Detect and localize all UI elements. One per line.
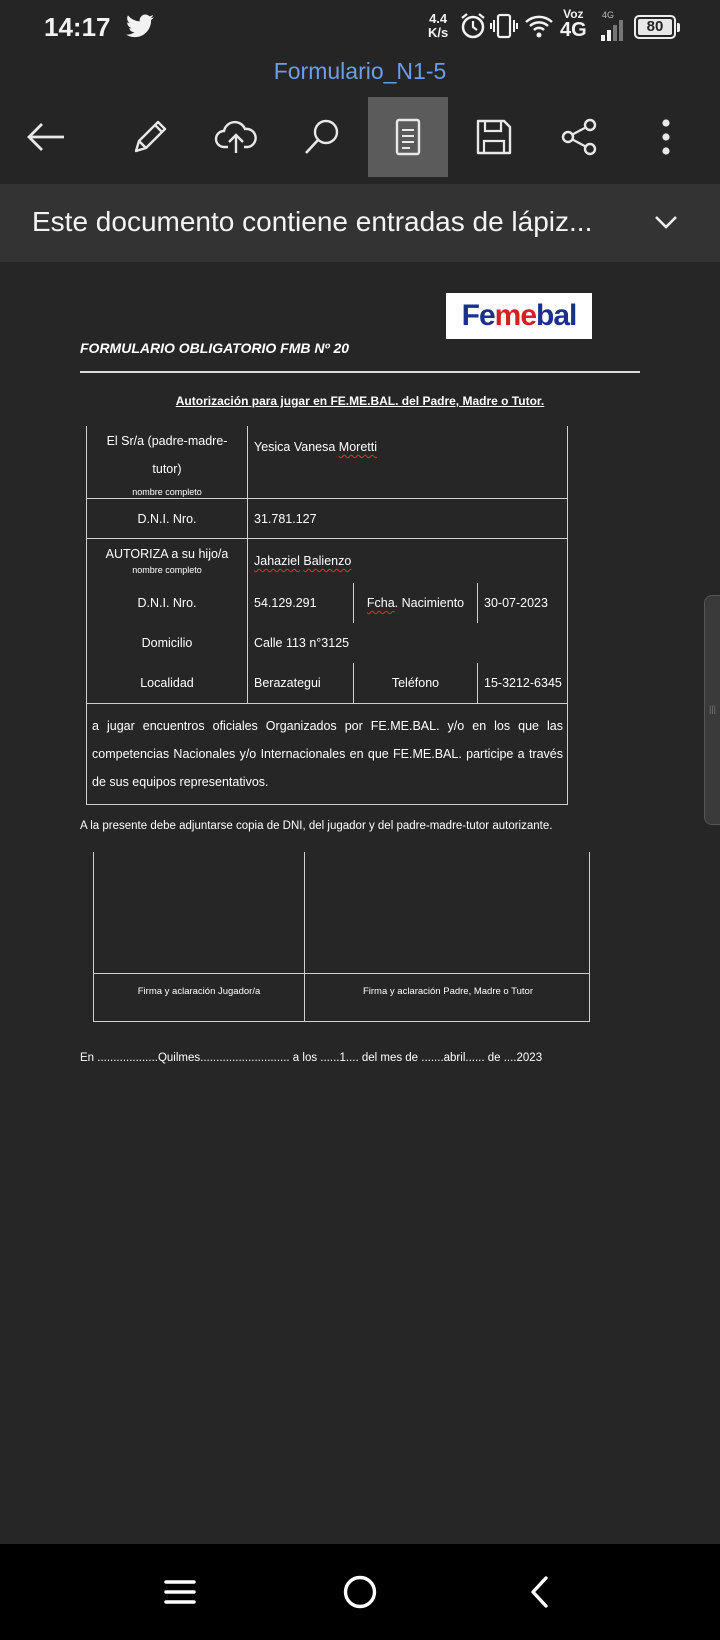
table-row <box>87 583 567 623</box>
reading-mode-button[interactable] <box>368 97 448 177</box>
pencil-entries-banner[interactable] <box>0 184 720 262</box>
dni-label: D.N.I. Nro. <box>87 499 248 538</box>
child-name: Jahaziel Balienzo <box>254 554 352 568</box>
place-date-line: En ...................Quilmes............................ a los ......1.... del mes de .......abril...... de ....2023 <box>80 1052 543 1064</box>
more-options-button[interactable] <box>626 97 706 177</box>
address-value: Calle 113 n°3125 <box>254 636 350 650</box>
parent-name: Yesica Vanesa Moretti <box>254 440 377 454</box>
nav-back-button[interactable] <box>516 1568 564 1616</box>
address-label: Domicilio <box>87 623 248 663</box>
phone-label: Teléfono <box>354 663 478 703</box>
twitter-icon <box>126 14 154 38</box>
table-row <box>87 663 567 703</box>
save-icon <box>474 117 514 157</box>
scroll-handle[interactable]: ||| <box>704 595 720 825</box>
locality-value: Berazategui <box>248 663 354 703</box>
phone-value: 15-3212-6345 <box>484 676 562 690</box>
share-button[interactable] <box>540 97 620 177</box>
edit-button[interactable] <box>110 97 190 177</box>
authorization-table <box>86 426 568 805</box>
table-row <box>87 426 567 498</box>
toolbar <box>0 97 720 179</box>
document-viewer[interactable] <box>0 262 720 1544</box>
home-button[interactable] <box>336 1568 384 1616</box>
alarm-icon <box>460 12 486 40</box>
search-icon <box>302 117 342 157</box>
network-type-small: 4G <box>602 10 615 20</box>
status-bar <box>0 0 720 52</box>
battery-icon: 80 <box>634 15 676 39</box>
menu-icon <box>164 1578 196 1606</box>
child-sublabel: nombre completo <box>132 565 202 575</box>
menu-button[interactable] <box>156 1568 204 1616</box>
network-speed: 4.4 K/s <box>428 11 449 40</box>
child-dni: 54.129.291 <box>248 583 354 623</box>
wifi-icon <box>524 12 554 40</box>
form-subtitle: Autorización para jugar en FE.ME.BAL. del Padre, Madre o Tutor. <box>175 394 545 408</box>
document-title: Formulario_N1-5 <box>273 58 447 84</box>
authorization-paragraph: a jugar encuentros oficiales Organizados por FE.ME.BAL. y/o en los que las competencias Nacionales y/o Internacionales en que FE.ME.BAL. participe a través de sus equipos representativos. <box>87 703 567 805</box>
parent-label: El Sr/a (padre-madre-tutor) <box>106 434 228 476</box>
chevron-down-icon[interactable] <box>652 208 680 236</box>
locality-label: Localidad <box>87 663 248 703</box>
upload-button[interactable] <box>196 97 276 177</box>
table-row <box>87 498 567 538</box>
volte-indicator: Voz 4G <box>560 7 587 41</box>
parent-signature-label: Firma y aclaración Padre, Madre o Tutor <box>362 986 533 997</box>
vibrate-icon <box>490 12 518 40</box>
attachment-note: A la presente debe adjuntarse copia de DNI, del jugador y del padre-madre-tutor autorizante. <box>80 820 553 832</box>
table-row <box>87 538 567 583</box>
cloud-upload-icon <box>214 117 258 157</box>
save-button[interactable] <box>454 97 534 177</box>
banner-text: Este documento contiene entradas de lápiz... <box>32 206 593 237</box>
divider <box>80 371 640 373</box>
signature-box <box>93 852 590 1022</box>
player-signature-label: Firma y aclaración Jugador/a <box>137 986 261 997</box>
search-button[interactable] <box>282 97 362 177</box>
more-options-icon <box>660 117 672 157</box>
back-button[interactable] <box>6 97 86 177</box>
navigation-bar <box>0 1544 720 1640</box>
femebal-logo: Femebal <box>446 293 592 339</box>
back-arrow-icon <box>26 121 66 153</box>
parent-dni: 31.781.127 <box>254 511 317 526</box>
parent-sublabel: nombre completo <box>132 487 202 497</box>
form-title: FORMULARIO OBLIGATORIO FMB Nº 20 <box>80 340 350 356</box>
reading-mode-icon <box>394 117 422 157</box>
birth-date-label: Fcha . Nacimiento <box>354 583 478 623</box>
status-time: 14:17 <box>44 12 111 42</box>
table-row <box>87 623 567 663</box>
signature-line <box>94 973 589 974</box>
birth-date: 30-07-2023 <box>484 596 548 610</box>
child-dni-label: D.N.I. Nro. <box>87 583 248 623</box>
signal-icon <box>600 16 626 44</box>
autoriza-label: AUTORIZA a su hijo/a <box>105 547 229 561</box>
share-icon <box>560 117 600 157</box>
document-page <box>0 262 720 1122</box>
back-icon <box>528 1574 552 1610</box>
home-icon <box>342 1574 378 1610</box>
pencil-icon <box>130 117 170 157</box>
